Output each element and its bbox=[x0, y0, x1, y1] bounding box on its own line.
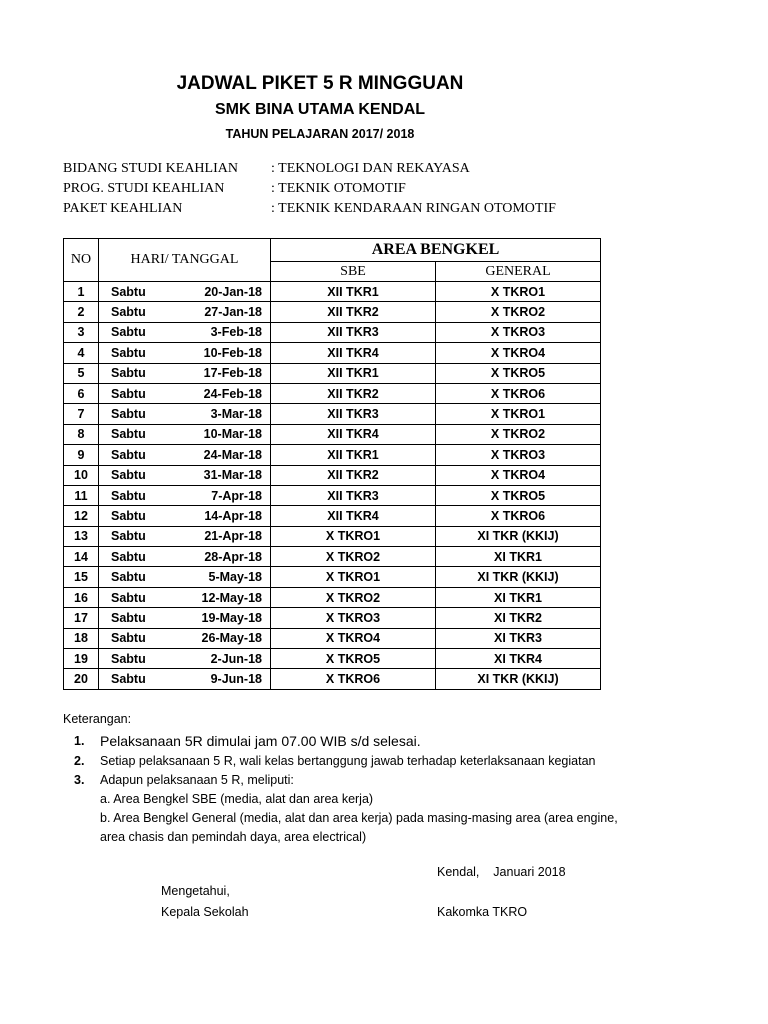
row-day: Sabtu bbox=[111, 284, 146, 299]
row-sbe: X TKRO6 bbox=[271, 669, 436, 689]
info-label: PROG. STUDI KEAHLIAN bbox=[63, 181, 225, 196]
row-day: Sabtu bbox=[111, 610, 146, 625]
row-day: Sabtu bbox=[111, 672, 146, 687]
row-general: X TKRO6 bbox=[436, 506, 601, 526]
table-row bbox=[64, 506, 601, 526]
table-row bbox=[64, 282, 601, 302]
row-general: XI TKR1 bbox=[436, 547, 601, 567]
table-row bbox=[64, 343, 601, 363]
row-day: Sabtu bbox=[111, 631, 146, 646]
table-row bbox=[64, 485, 601, 505]
row-day: Sabtu bbox=[111, 325, 146, 340]
row-sbe: XII TKR3 bbox=[271, 404, 436, 424]
row-date: 12-May-18 bbox=[201, 590, 262, 605]
row-general: XI TKR3 bbox=[436, 628, 601, 648]
row-number: 6 bbox=[64, 383, 99, 403]
schedule-table bbox=[63, 238, 601, 690]
row-number: 13 bbox=[64, 526, 99, 546]
row-general: X TKRO1 bbox=[436, 404, 601, 424]
row-day: Sabtu bbox=[111, 386, 146, 401]
row-number: 4 bbox=[64, 343, 99, 363]
row-number: 11 bbox=[64, 485, 99, 505]
kakomka-label: Kakomka TKRO bbox=[437, 905, 528, 919]
header-sbe: SBE bbox=[271, 262, 436, 282]
notes-section bbox=[63, 710, 618, 847]
schedule-rows bbox=[64, 282, 601, 690]
row-hari-tanggal bbox=[99, 363, 271, 383]
notes-heading: Keterangan: bbox=[63, 712, 132, 726]
row-hari-tanggal bbox=[99, 383, 271, 403]
row-date: 3-Feb-18 bbox=[210, 325, 262, 340]
kepala-sekolah-label: Kepala Sekolah bbox=[161, 905, 249, 919]
school-name: SMK BINA UTAMA KENDAL bbox=[214, 101, 426, 118]
table-row bbox=[64, 424, 601, 444]
row-sbe: XII TKR4 bbox=[271, 343, 436, 363]
row-general: XI TKR1 bbox=[436, 587, 601, 607]
table-row bbox=[64, 445, 601, 465]
row-sbe: XII TKR2 bbox=[271, 383, 436, 403]
row-date: 27-Jan-18 bbox=[204, 305, 262, 320]
row-hari-tanggal bbox=[99, 465, 271, 485]
notes-list bbox=[63, 732, 618, 790]
row-date: 26-May-18 bbox=[201, 631, 262, 646]
row-date: 7-Apr-18 bbox=[211, 488, 262, 503]
row-date: 28-Apr-18 bbox=[204, 549, 262, 564]
note-text: Setiap pelaksanaan 5 R, wali kelas bertanggung jawab terhadap keterlaksanaan kegiatan bbox=[100, 754, 596, 768]
row-hari-tanggal bbox=[99, 547, 271, 567]
note-item bbox=[63, 752, 618, 771]
row-sbe: XII TKR1 bbox=[271, 282, 436, 302]
row-sbe: X TKRO2 bbox=[271, 587, 436, 607]
row-date: 17-Feb-18 bbox=[203, 366, 262, 381]
row-general: X TKRO5 bbox=[436, 485, 601, 505]
document-header bbox=[0, 70, 640, 143]
academic-year: TAHUN PELAJARAN 2017/ 2018 bbox=[225, 127, 415, 141]
row-day: Sabtu bbox=[111, 549, 146, 564]
row-general: X TKRO6 bbox=[436, 383, 601, 403]
row-date: 24-Feb-18 bbox=[203, 386, 262, 401]
table-row bbox=[64, 628, 601, 648]
row-sbe: XII TKR2 bbox=[271, 465, 436, 485]
info-value: : TEKNOLOGI DAN REKAYASA bbox=[271, 161, 470, 176]
row-hari-tanggal bbox=[99, 424, 271, 444]
row-day: Sabtu bbox=[111, 407, 146, 422]
row-sbe: XII TKR4 bbox=[271, 424, 436, 444]
row-number: 2 bbox=[64, 302, 99, 322]
header-no: NO bbox=[64, 239, 99, 282]
info-value: : TEKNIK KENDARAAN RINGAN OTOMOTIF bbox=[271, 201, 556, 216]
row-date: 10-Feb-18 bbox=[203, 345, 262, 360]
row-general: XI TKR4 bbox=[436, 649, 601, 669]
note-text: Pelaksanaan 5R dimulai jam 07.00 WIB s/d selesai. bbox=[100, 733, 421, 749]
table-row bbox=[64, 587, 601, 607]
row-number: 1 bbox=[64, 282, 99, 302]
row-day: Sabtu bbox=[111, 570, 146, 585]
row-general: X TKRO5 bbox=[436, 363, 601, 383]
row-hari-tanggal bbox=[99, 649, 271, 669]
row-general: X TKRO3 bbox=[436, 445, 601, 465]
row-number: 3 bbox=[64, 322, 99, 342]
row-sbe: XII TKR4 bbox=[271, 506, 436, 526]
note-number: 3. bbox=[74, 773, 85, 787]
row-date: 31-Mar-18 bbox=[203, 468, 262, 483]
note-sub-a: a. Area Bengkel SBE (media, alat dan area kerja) bbox=[100, 792, 374, 806]
table-row bbox=[64, 649, 601, 669]
info-value: : TEKNIK OTOMOTIF bbox=[271, 181, 406, 196]
row-day: Sabtu bbox=[111, 345, 146, 360]
table-row bbox=[64, 567, 601, 587]
row-sbe: XII TKR2 bbox=[271, 302, 436, 322]
row-day: Sabtu bbox=[111, 651, 146, 666]
note-item bbox=[63, 732, 618, 752]
table-row bbox=[64, 363, 601, 383]
row-day: Sabtu bbox=[111, 447, 146, 462]
table-row bbox=[64, 547, 601, 567]
row-sbe: X TKRO1 bbox=[271, 567, 436, 587]
table-row bbox=[64, 383, 601, 403]
row-number: 18 bbox=[64, 628, 99, 648]
row-day: Sabtu bbox=[111, 305, 146, 320]
row-hari-tanggal bbox=[99, 322, 271, 342]
row-hari-tanggal bbox=[99, 445, 271, 465]
header-area-bengkel: AREA BENGKEL bbox=[271, 239, 601, 262]
row-general: X TKRO2 bbox=[436, 302, 601, 322]
row-date: 2-Jun-18 bbox=[210, 651, 262, 666]
place-date: Kendal, Januari 2018 bbox=[437, 865, 566, 879]
mengetahui-label: Mengetahui, bbox=[161, 884, 230, 898]
row-number: 15 bbox=[64, 567, 99, 587]
row-number: 8 bbox=[64, 424, 99, 444]
row-day: Sabtu bbox=[111, 366, 146, 381]
row-number: 12 bbox=[64, 506, 99, 526]
row-day: Sabtu bbox=[111, 508, 146, 523]
row-hari-tanggal bbox=[99, 302, 271, 322]
row-general: X TKRO2 bbox=[436, 424, 601, 444]
note-sub-b-line1: b. Area Bengkel General (media, alat dan area kerja) pada masing-masing area (area engine, bbox=[100, 811, 618, 825]
row-sbe: XII TKR1 bbox=[271, 363, 436, 383]
row-date: 20-Jan-18 bbox=[204, 284, 262, 299]
row-date: 3-Mar-18 bbox=[210, 407, 262, 422]
row-general: XI TKR (KKIJ) bbox=[436, 526, 601, 546]
row-day: Sabtu bbox=[111, 468, 146, 483]
row-general: XI TKR2 bbox=[436, 608, 601, 628]
row-day: Sabtu bbox=[111, 590, 146, 605]
row-general: XI TKR (KKIJ) bbox=[436, 669, 601, 689]
row-hari-tanggal bbox=[99, 669, 271, 689]
table-row bbox=[64, 302, 601, 322]
row-sbe: XII TKR3 bbox=[271, 322, 436, 342]
row-hari-tanggal bbox=[99, 282, 271, 302]
note-number: 2. bbox=[74, 754, 85, 768]
row-hari-tanggal bbox=[99, 485, 271, 505]
row-date: 5-May-18 bbox=[208, 570, 262, 585]
row-sbe: X TKRO5 bbox=[271, 649, 436, 669]
row-number: 7 bbox=[64, 404, 99, 424]
row-number: 9 bbox=[64, 445, 99, 465]
row-hari-tanggal bbox=[99, 587, 271, 607]
row-number: 5 bbox=[64, 363, 99, 383]
row-sbe: X TKRO4 bbox=[271, 628, 436, 648]
table-row bbox=[64, 669, 601, 689]
row-date: 24-Mar-18 bbox=[203, 447, 262, 462]
row-hari-tanggal bbox=[99, 628, 271, 648]
row-number: 17 bbox=[64, 608, 99, 628]
row-general: X TKRO3 bbox=[436, 322, 601, 342]
row-date: 14-Apr-18 bbox=[204, 508, 262, 523]
table-row bbox=[64, 526, 601, 546]
info-label: PAKET KEAHLIAN bbox=[63, 201, 183, 216]
row-hari-tanggal bbox=[99, 608, 271, 628]
row-sbe: X TKRO2 bbox=[271, 547, 436, 567]
row-general: X TKRO4 bbox=[436, 465, 601, 485]
row-hari-tanggal bbox=[99, 506, 271, 526]
note-sub-b-line2: area chasis dan pemindah daya, area electrical) bbox=[100, 830, 367, 844]
row-day: Sabtu bbox=[111, 488, 146, 503]
row-hari-tanggal bbox=[99, 526, 271, 546]
header-general: GENERAL bbox=[436, 262, 601, 282]
table-row bbox=[64, 608, 601, 628]
row-date: 21-Apr-18 bbox=[204, 529, 262, 544]
row-general: X TKRO4 bbox=[436, 343, 601, 363]
row-sbe: X TKRO1 bbox=[271, 526, 436, 546]
row-day: Sabtu bbox=[111, 427, 146, 442]
table-row bbox=[64, 404, 601, 424]
header-hari-tanggal: HARI/ TANGGAL bbox=[99, 239, 271, 282]
row-sbe: XII TKR1 bbox=[271, 445, 436, 465]
row-hari-tanggal bbox=[99, 567, 271, 587]
note-item bbox=[63, 771, 618, 790]
row-day: Sabtu bbox=[111, 529, 146, 544]
table-row bbox=[64, 465, 601, 485]
row-general: X TKRO1 bbox=[436, 282, 601, 302]
row-general: XI TKR (KKIJ) bbox=[436, 567, 601, 587]
note-number: 1. bbox=[74, 734, 85, 748]
row-sbe: X TKRO3 bbox=[271, 608, 436, 628]
row-hari-tanggal bbox=[99, 343, 271, 363]
row-number: 19 bbox=[64, 649, 99, 669]
row-date: 9-Jun-18 bbox=[210, 672, 262, 687]
table-row bbox=[64, 322, 601, 342]
row-date: 19-May-18 bbox=[201, 610, 262, 625]
row-date: 10-Mar-18 bbox=[203, 427, 262, 442]
row-hari-tanggal bbox=[99, 404, 271, 424]
page-title: JADWAL PIKET 5 R MINGGUAN bbox=[176, 73, 464, 94]
note-text: Adapun pelaksanaan 5 R, meliputi: bbox=[100, 773, 294, 787]
row-number: 14 bbox=[64, 547, 99, 567]
row-number: 16 bbox=[64, 587, 99, 607]
row-sbe: XII TKR3 bbox=[271, 485, 436, 505]
row-number: 20 bbox=[64, 669, 99, 689]
row-number: 10 bbox=[64, 465, 99, 485]
info-label: BIDANG STUDI KEAHLIAN bbox=[63, 161, 238, 176]
